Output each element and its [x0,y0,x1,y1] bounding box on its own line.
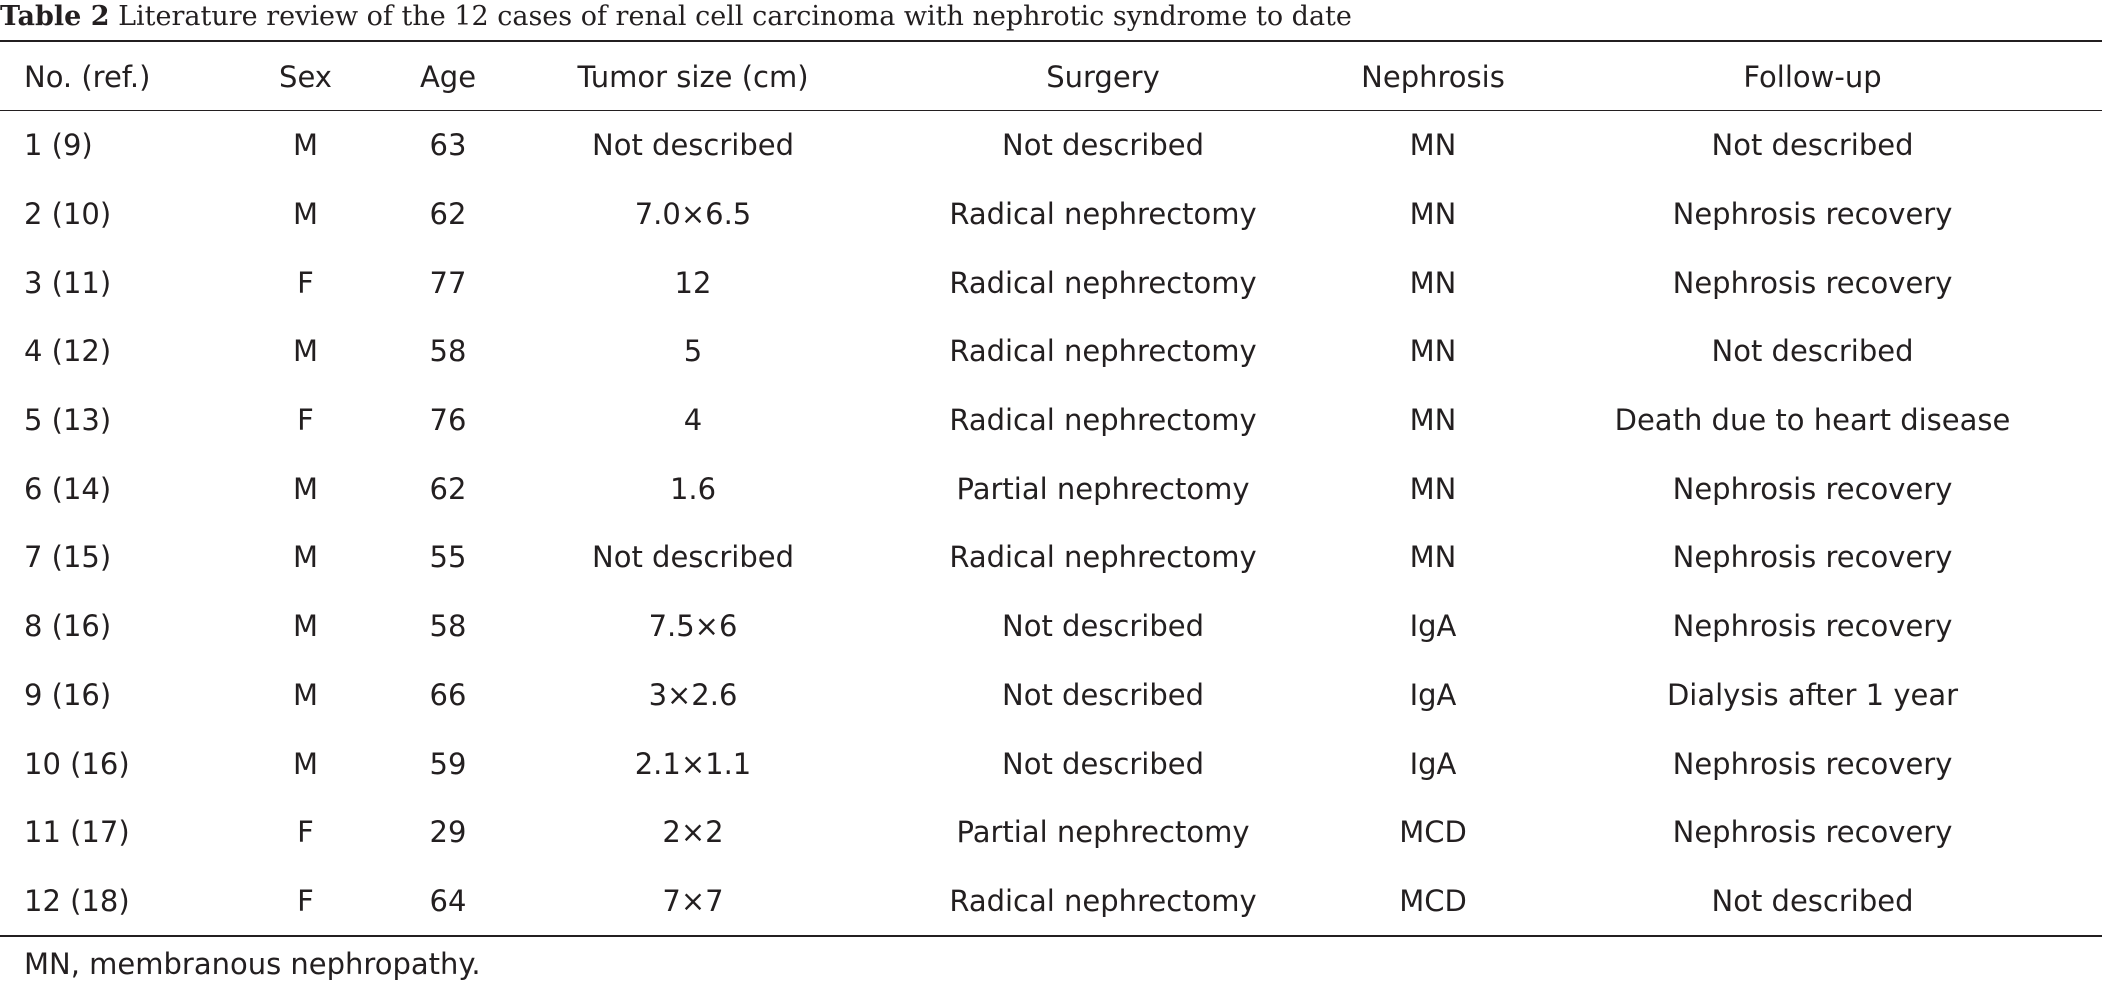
cell-age: 58 [429,609,467,644]
cell-sex: M [292,128,319,163]
cell-follow-up: Nephrosis recovery [1672,815,1953,850]
cell-tumor-size: 1.6 [669,471,717,506]
cell-nephrosis: MN [1409,334,1457,369]
cell-sex: M [292,609,319,644]
cell-follow-up: Nephrosis recovery [1672,471,1953,506]
cell-sex: M [292,746,319,781]
cell-no-ref: 12 (18) [24,883,130,918]
cell-follow-up: Nephrosis recovery [1672,265,1953,300]
table-row [0,111,2102,180]
cell-sex: M [292,540,319,575]
cell-nephrosis: MN [1409,197,1457,232]
table-header [0,42,2102,111]
cell-no-ref: 11 (17) [24,815,130,850]
cell-tumor-size: 7.5×6 [648,609,738,644]
cell-age: 77 [429,265,467,300]
cell-follow-up: Nephrosis recovery [1672,197,1953,232]
cell-age: 62 [429,471,467,506]
cell-surgery: Not described [1002,609,1204,644]
header-row [0,42,2102,111]
cell-follow-up: Nephrosis recovery [1672,540,1953,575]
cell-follow-up: Dialysis after 1 year [1666,677,1959,712]
cell-sex: M [292,334,319,369]
cell-nephrosis: MCD [1399,883,1467,918]
cell-surgery: Radical nephrectomy [949,883,1257,918]
table-row [0,592,2102,661]
cell-sex: M [292,471,319,506]
table-row [0,661,2102,730]
cell-surgery: Radical nephrectomy [949,334,1257,369]
cell-age: 76 [429,403,467,438]
cell-no-ref: 10 (16) [24,746,130,781]
cell-no-ref: 5 (13) [24,403,112,438]
cell-age: 59 [429,746,467,781]
table-caption [0,0,1352,36]
cell-no-ref: 8 (16) [24,609,112,644]
cell-sex: F [297,815,314,850]
cell-age: 62 [429,197,467,232]
cell-surgery: Radical nephrectomy [949,540,1257,575]
cell-tumor-size: 5 [683,334,703,369]
header-nephrosis: Nephrosis [1361,59,1505,94]
cell-no-ref: 6 (14) [24,471,112,506]
caption-text: Literature review of the 12 cases of renal cell carcinoma with nephrotic syndrome to date [118,1,1352,32]
table-footnote: MN, membranous nephropathy. [24,947,481,981]
literature-review-table [0,42,2102,935]
cell-age: 63 [429,128,467,163]
table-body [0,111,2102,935]
cell-follow-up: Not described [1711,128,1914,163]
table-row [0,523,2102,592]
cell-follow-up: Nephrosis recovery [1672,609,1953,644]
table-row [0,867,2102,936]
cell-sex: F [297,403,314,438]
header-no-ref: No. (ref.) [24,59,151,94]
cell-follow-up: Death due to heart disease [1614,403,2011,438]
cell-tumor-size: 2×2 [662,815,724,850]
cell-nephrosis: IgA [1409,746,1457,781]
cell-age: 64 [429,883,467,918]
cell-sex: F [297,265,314,300]
cell-tumor-size: 3×2.6 [648,677,738,712]
cell-follow-up: Nephrosis recovery [1672,746,1953,781]
cell-surgery: Radical nephrectomy [949,265,1257,300]
cell-nephrosis: MN [1409,403,1457,438]
cell-sex: M [292,677,319,712]
cell-no-ref: 4 (12) [24,334,112,369]
table-row [0,729,2102,798]
cell-age: 29 [429,815,467,850]
cell-follow-up: Not described [1711,334,1914,369]
cell-no-ref: 1 (9) [24,128,93,163]
table-row [0,386,2102,455]
cell-surgery: Radical nephrectomy [949,197,1257,232]
cell-nephrosis: IgA [1409,609,1457,644]
table-bottom-rule [0,935,2102,937]
table-row [0,248,2102,317]
cell-nephrosis: MCD [1399,815,1467,850]
cell-sex: M [292,197,319,232]
cell-tumor-size: 7.0×6.5 [634,197,752,232]
cell-tumor-size: 12 [674,265,712,300]
table-row [0,180,2102,249]
cell-no-ref: 9 (16) [24,677,112,712]
cell-no-ref: 3 (11) [24,265,112,300]
cell-sex: F [297,883,314,918]
header-surgery: Surgery [1046,59,1160,94]
cell-surgery: Not described [1002,677,1204,712]
cell-nephrosis: MN [1409,471,1457,506]
cell-surgery: Partial nephrectomy [956,471,1250,506]
cell-surgery: Not described [1002,746,1204,781]
cell-nephrosis: MN [1409,540,1457,575]
table-row [0,798,2102,867]
header-sex: Sex [279,59,332,94]
cell-tumor-size: 4 [683,403,703,438]
cell-surgery: Not described [1002,128,1204,163]
cell-nephrosis: MN [1409,128,1457,163]
cell-tumor-size: Not described [592,540,794,575]
cell-no-ref: 7 (15) [24,540,112,575]
cell-surgery: Radical nephrectomy [949,403,1257,438]
cell-nephrosis: MN [1409,265,1457,300]
table-row [0,454,2102,523]
cell-age: 55 [429,540,467,575]
header-follow-up: Follow-up [1743,59,1882,94]
cell-nephrosis: IgA [1409,677,1457,712]
cell-age: 58 [429,334,467,369]
cell-no-ref: 2 (10) [24,197,112,232]
header-age: Age [419,59,477,94]
caption-label: Table 2 [0,1,110,32]
cell-follow-up: Not described [1711,883,1914,918]
cell-tumor-size: Not described [592,128,794,163]
cell-surgery: Partial nephrectomy [956,815,1250,850]
cell-age: 66 [429,677,467,712]
cell-tumor-size: 2.1×1.1 [634,746,752,781]
table-row [0,317,2102,386]
header-tumor-size: Tumor size (cm) [577,59,809,94]
cell-tumor-size: 7×7 [662,883,724,918]
